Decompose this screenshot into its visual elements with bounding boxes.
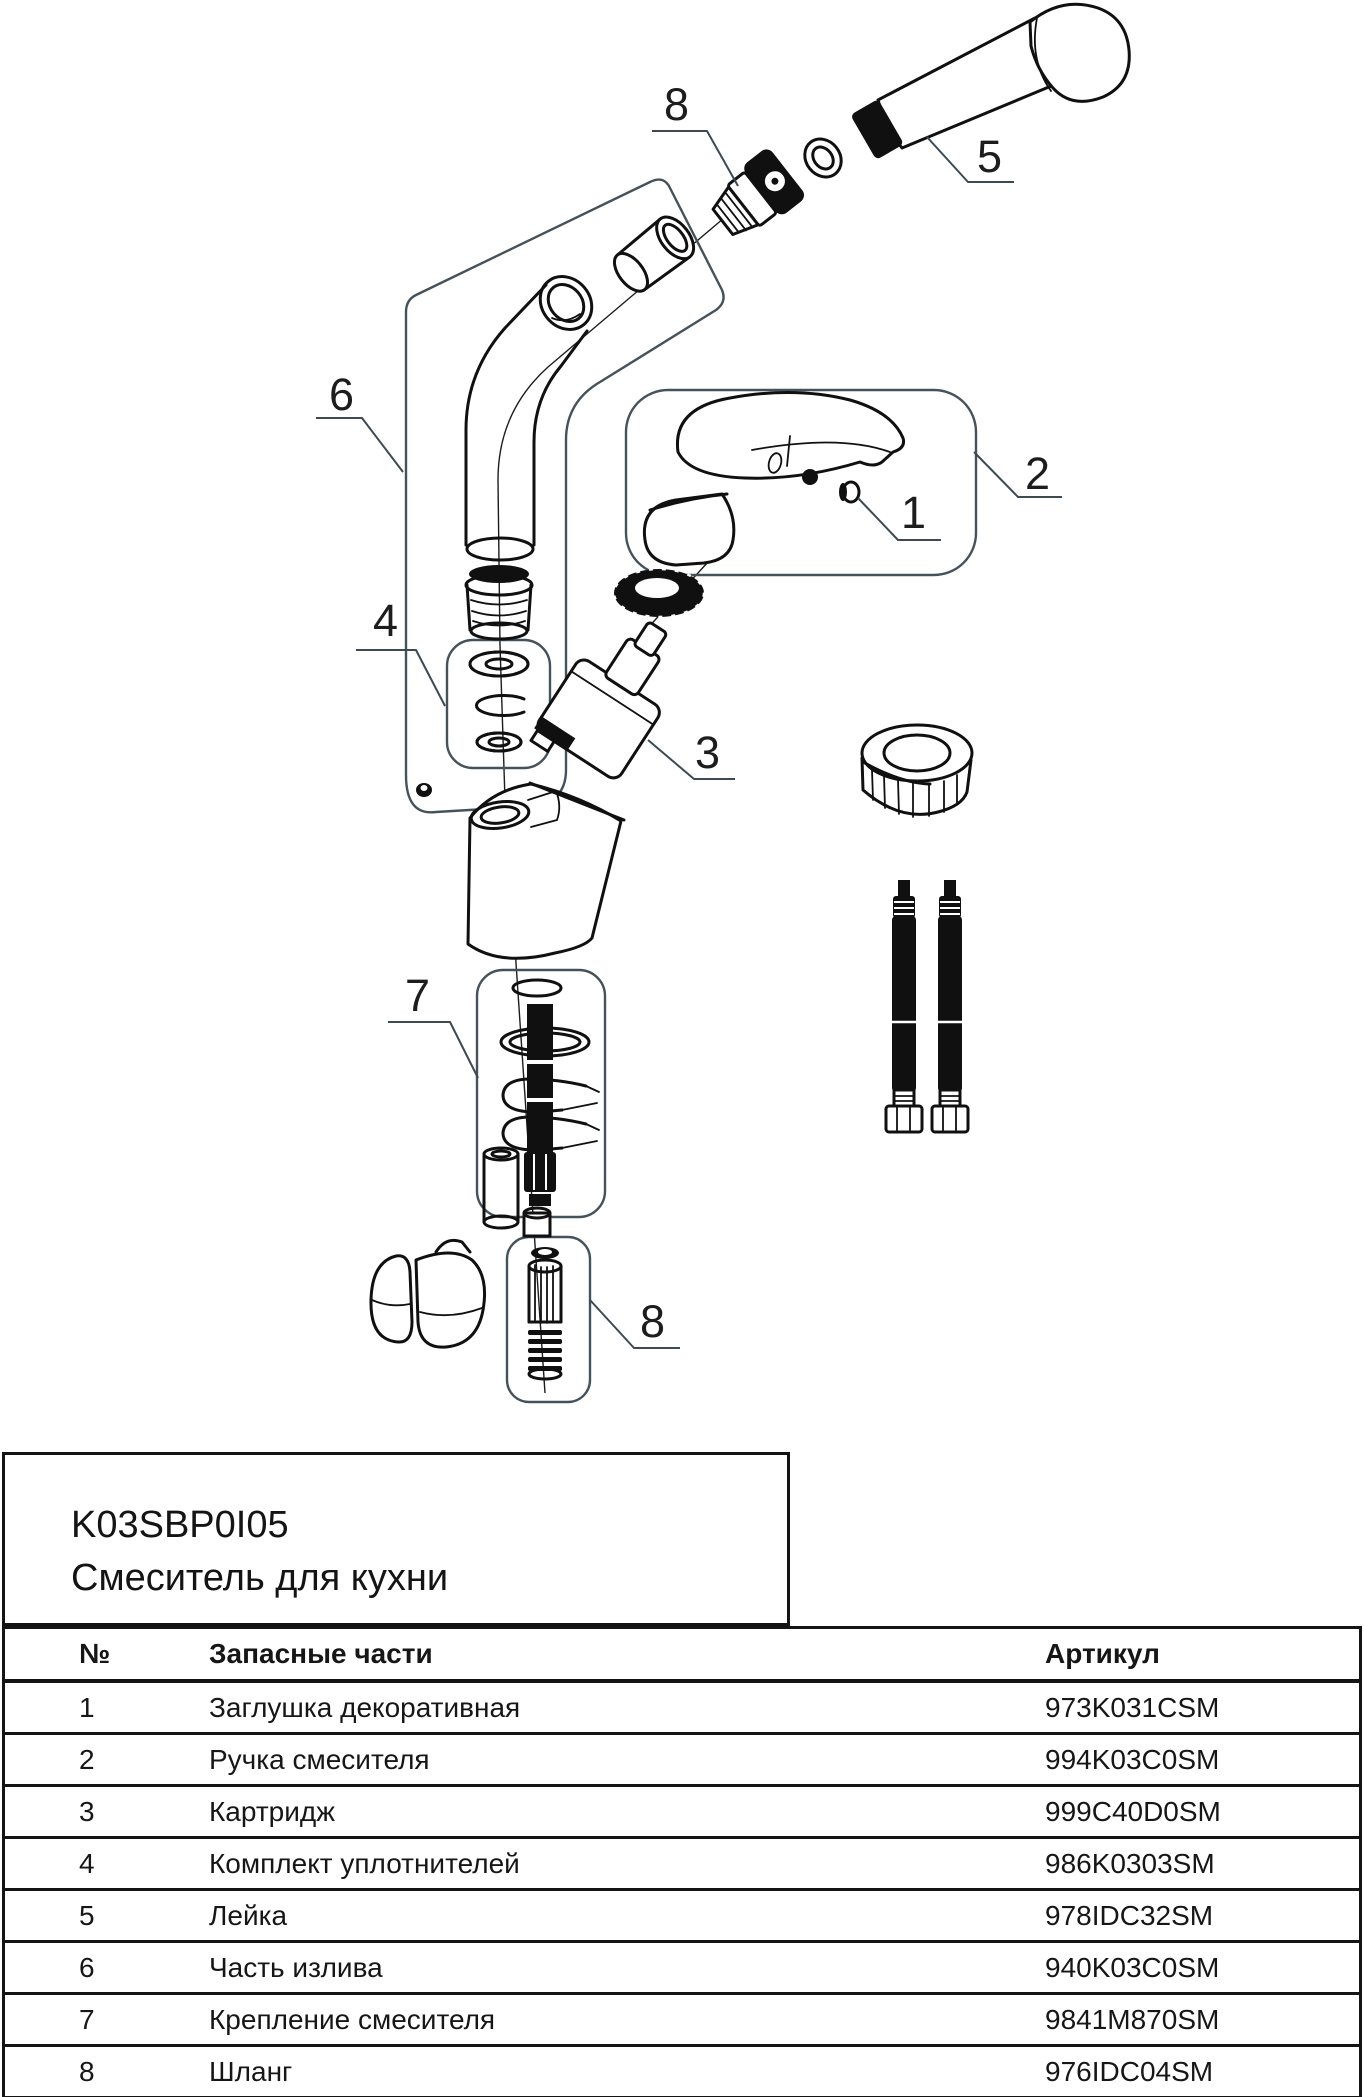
row-part-name: Крепление смесителя bbox=[209, 2003, 496, 2035]
header-number: № bbox=[79, 1638, 111, 1669]
row-number: 7 bbox=[79, 2003, 95, 2035]
row-part-name: Лейка bbox=[209, 1899, 288, 1931]
callout-boxes bbox=[406, 180, 976, 1402]
table-row bbox=[5, 1943, 1359, 1995]
hose-connector bbox=[528, 1247, 562, 1379]
callouts bbox=[316, 79, 1062, 1348]
callout-number-cap: 1 bbox=[901, 487, 927, 538]
row-article: 973K031CSM bbox=[1045, 1691, 1220, 1723]
row-part-name: Ручка смесителя bbox=[209, 1743, 430, 1775]
row-number: 4 bbox=[79, 1847, 95, 1879]
table-row bbox=[5, 1891, 1359, 1943]
row-number: 8 bbox=[79, 2055, 95, 2087]
row-part-name: Комплект уплотнителей bbox=[209, 1847, 520, 1879]
row-article: 994K03C0SM bbox=[1045, 1743, 1220, 1775]
row-number: 2 bbox=[79, 1743, 95, 1775]
callout-number-hose-bottom: 8 bbox=[640, 1296, 666, 1347]
row-part-name: Часть излива bbox=[209, 1951, 383, 1983]
row-article: 940K03C0SM bbox=[1045, 1951, 1220, 1983]
leader-mounting bbox=[388, 1022, 478, 1078]
table-row bbox=[5, 1787, 1359, 1839]
handle-group bbox=[644, 392, 903, 565]
table-row bbox=[5, 1995, 1359, 2047]
decorative-cap bbox=[839, 482, 859, 502]
table-row bbox=[5, 1683, 1359, 1735]
washer-ring bbox=[797, 132, 848, 184]
leader-cartridge bbox=[648, 740, 735, 779]
supply-hose bbox=[886, 880, 922, 1132]
callout-number-mounting: 7 bbox=[405, 970, 431, 1021]
seals-kit bbox=[470, 652, 528, 751]
decor-ring-cap bbox=[862, 725, 972, 817]
hose-fitting-top bbox=[703, 146, 807, 247]
row-article: 986K0303SM bbox=[1045, 1847, 1215, 1879]
row-number: 6 bbox=[79, 1951, 95, 1983]
supply-hoses bbox=[886, 880, 968, 1132]
callout-number-cartridge: 3 bbox=[695, 727, 721, 778]
row-article: 999C40D0SM bbox=[1045, 1795, 1221, 1827]
row-article: 978IDC32SM bbox=[1045, 1899, 1214, 1931]
callout-number-handle: 2 bbox=[1025, 448, 1051, 499]
table-row bbox=[5, 1839, 1359, 1891]
row-part-name: Заглушка декоративная bbox=[209, 1691, 521, 1723]
table-row bbox=[5, 1735, 1359, 1787]
faucet-body bbox=[468, 783, 624, 958]
handle-escutcheon bbox=[644, 494, 733, 565]
row-article: 976IDC04SM bbox=[1045, 2055, 1214, 2087]
leader-hose-top bbox=[652, 131, 738, 186]
product-title-box bbox=[2, 1452, 790, 1626]
hose-group-box bbox=[507, 1237, 590, 1402]
callout-number-hose-top: 8 bbox=[664, 79, 690, 130]
supply-hose bbox=[932, 880, 968, 1132]
mounting-kit bbox=[501, 980, 599, 1206]
product-code: K03SBP0I05 bbox=[71, 1504, 289, 1546]
row-number: 5 bbox=[79, 1899, 95, 1931]
row-part-name: Картридж bbox=[209, 1795, 335, 1827]
row-number: 3 bbox=[79, 1795, 95, 1827]
row-number: 1 bbox=[79, 1691, 95, 1723]
spray-holder-bracket bbox=[371, 1240, 485, 1347]
callout-number-sprayhead: 5 bbox=[977, 131, 1003, 182]
parts-table-header bbox=[5, 1629, 1359, 1683]
callout-number-seals: 4 bbox=[373, 595, 399, 646]
row-part-name: Шланг bbox=[209, 2055, 293, 2087]
cartridge bbox=[528, 601, 700, 792]
callout-number-spout: 6 bbox=[329, 369, 355, 420]
header-part: Запасные части bbox=[209, 1638, 433, 1669]
parts-table-body bbox=[5, 1683, 1359, 2096]
product-name: Смеситель для кухни bbox=[71, 1557, 449, 1599]
handle-screw bbox=[802, 469, 818, 485]
parts-table bbox=[2, 1626, 1362, 2097]
leader-seals bbox=[356, 650, 445, 706]
leader-hose-bottom bbox=[590, 1300, 680, 1348]
header-article: Артикул bbox=[1045, 1638, 1160, 1669]
leader-cap bbox=[858, 498, 941, 540]
leader-spout bbox=[316, 418, 403, 472]
table-row bbox=[5, 2047, 1359, 2096]
row-article: 9841M870SM bbox=[1045, 2003, 1220, 2035]
cartridge-nut bbox=[614, 569, 704, 617]
